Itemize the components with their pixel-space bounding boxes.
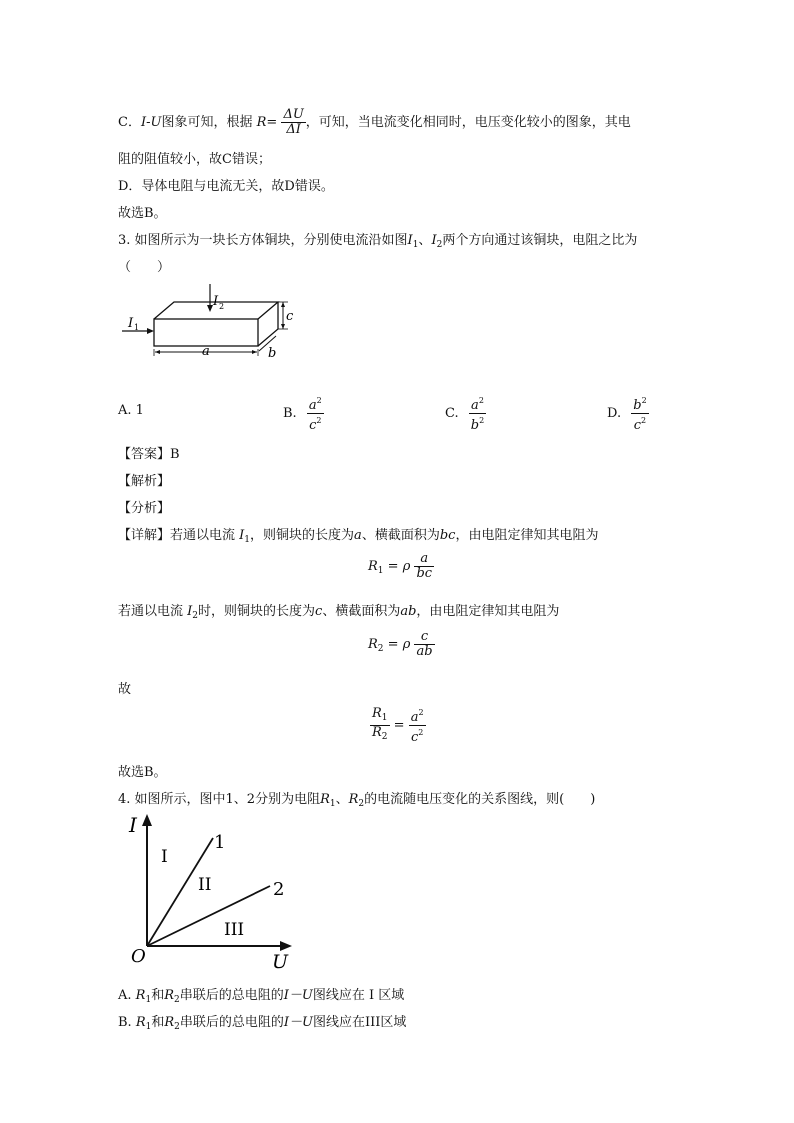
equation-ratio: $\frac{R_1}{R_2}$ = $\frac{a^2}{c^2}$ [372, 706, 424, 745]
q3-option-b: B. $\frac{a^2}{c^2}$ [283, 396, 322, 433]
q3-choose: 故选B。 [118, 765, 167, 780]
region-1-label: I [161, 847, 168, 867]
line-2-label: 2 [273, 879, 285, 900]
region-3-label: III [224, 920, 245, 940]
i-axis-label: I [129, 813, 137, 837]
option-c-line2: 阻的阻值较小，故C错误； [118, 152, 271, 167]
svg-text:2: 2 [219, 302, 225, 311]
svg-text:I: I [128, 316, 134, 331]
svg-text:1: 1 [134, 323, 140, 332]
therefore-label: 故 [118, 682, 132, 697]
q3-detail-line1: 【详解】若通以电流 $I_1$，则铜块的长度为a、横截面积为bc，由电阻定律知其电阻为 [118, 528, 599, 545]
block-front-face [154, 319, 258, 346]
copper-block-figure [118, 282, 308, 362]
q3-detail-line2: 若通以电流 $I_2$时，则铜块的长度为c、横截面积为ab，由电阻定律知其电阻为 [118, 604, 560, 621]
origin-label: O [131, 946, 146, 967]
svg-text:I: I [213, 294, 219, 309]
q3-option-c: C. $\frac{a^2}{b^2}$ [445, 396, 485, 433]
u-axis-label: U [272, 951, 289, 973]
q3-fenxi-heading: 【分析】 [118, 501, 171, 516]
option-d-line: D．导体电阻与电流无关，故D错误。 [118, 179, 334, 194]
q4-option-b: B. $R_1$和$R_2$串联后的总电阻的I－U图线应在III区域 [118, 1015, 407, 1032]
q3-option-d: D. $\frac{b^2}{c^2}$ [607, 396, 647, 433]
q3-answer: 【答案】B [118, 447, 180, 462]
option-c-line1: C．I-U图象可知，根据 R= $\frac{\Delta U}{\Delta I}$ ，可知，当电流变化相同时，电压变化较小的图象，其电 [118, 107, 631, 137]
q4-option-a: A. $R_1$和$R_2$串联后的总电阻的I－U图线应在 I 区域 [118, 988, 405, 1005]
delta-u-over-delta-i: $\frac{\Delta U}{\Delta I}$ [283, 107, 304, 137]
svg-text:c: c [286, 309, 294, 324]
svg-text:b: b [268, 346, 277, 361]
svg-text:a: a [202, 344, 210, 359]
q3-analysis-heading: 【解析】 [118, 474, 171, 489]
iu-graph [120, 808, 310, 973]
equation-r2: $R_2 = \rho$ $\frac{c}{ab}$ [368, 629, 433, 659]
block-right-face [258, 302, 278, 346]
region-2-label: II [198, 875, 212, 895]
line-1-label: 1 [214, 832, 226, 853]
q3-stem-line2: （ ） [118, 260, 171, 275]
q3-stem-line1: 3. 如图所示为一块长方体铜块，分别使电流沿如图$I_1$、$I_2$两个方向通过该铜块，电阻之比为 [118, 233, 638, 250]
equation-r1: $R_1 = \rho$ $\frac{a}{bc}$ [368, 551, 433, 581]
q3-option-a: A. 1 [118, 403, 144, 418]
q2-choose: 故选B。 [118, 206, 167, 221]
q4-stem: 4. 如图所示，图中1、2分别为电阻$R_1$、$R_2$的电流随电压变化的关系图线，则( ) [118, 792, 596, 809]
